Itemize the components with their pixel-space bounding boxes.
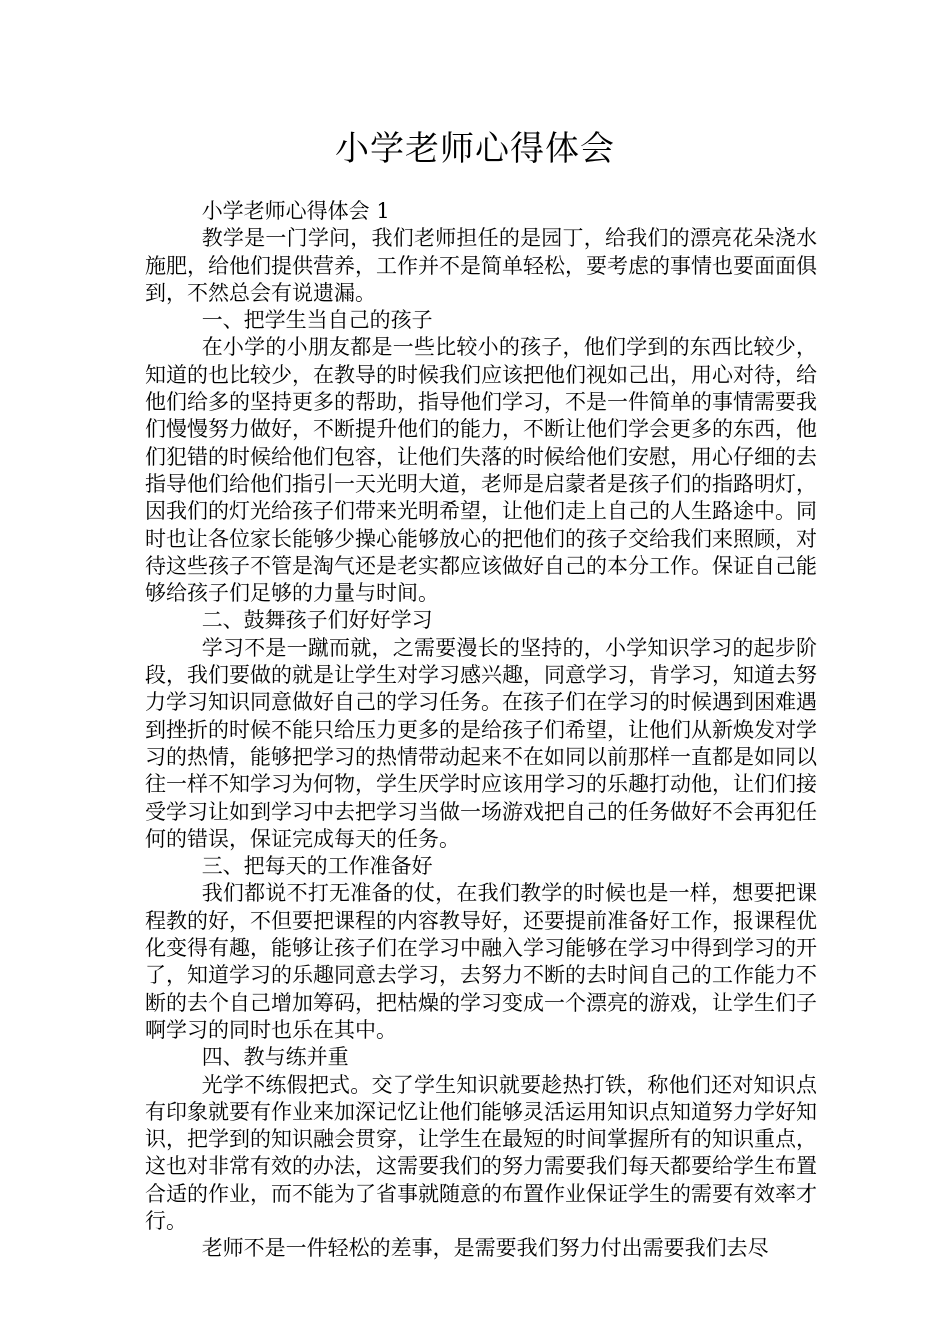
- section-heading: 四、教与练并重: [201, 1045, 349, 1070]
- section-heading: 二、鼓舞孩子们好好学习: [201, 608, 433, 633]
- body-paragraph: 教学是一门学问，我们老师担任的是园丁，给我们的漂亮花朵浇水施肥，给他们提供营养，工作并不是简单轻松，要考虑的事情也要面面俱到，不然总会有说遗漏。: [145, 226, 817, 305]
- body-paragraph: 我们都说不打无准备的仗，在我们教学的时候也是一样，想要把课程教的好，不但要把课程的内容教导好，还要提前准备好工作，报课程优化变得有趣，能够让孩子们在学习中融入学习能够在学习中得到学习的开了，知道学习的乐趣同意去学习，去努力不断的去时间自己的工作能力不断的去个自己增加筹码，把枯燥的学习变成一个漂亮的游戏，让学生们子啊学习的同时也乐在其中。: [145, 881, 817, 1042]
- document-title: 小学老师心得体会: [335, 129, 615, 169]
- section-heading: 三、把每天的工作准备好: [201, 854, 433, 879]
- section-heading: 小学老师心得体会 1: [201, 199, 390, 223]
- body-paragraph: 光学不练假把式。交了学生知识就要趁热打铁，称他们还对知识点有印象就要有作业来加深记忆让他们能够灵活运用知识点知道努力学好知识，把学到的知识融会贯穿，让学生在最短的时间掌握所有的知识重点，这也对非常有效的办法，这需要我们的努力需要我们每天都要给学生布置合适的作业，而不能为了省事就随意的布置作业保证学生的需要有效率才行。: [145, 1072, 817, 1233]
- body-paragraph: 老师不是一件轻松的差事，是需要我们努力付出需要我们去尽: [201, 1236, 769, 1261]
- document-body: [145, 198, 817, 1263]
- body-paragraph: 在小学的小朋友都是一些比较小的孩子，他们学到的东西比较少，知道的也比较少，在教导的时候我们应该把他们视如己出，用心对待，给他们给多的坚持更多的帮助，指导他们学习，不是一件简单的事情需要我们慢慢努力做好，不断提升他们的能力，不断让他们学会更多的东西，他们犯错的时候给他们包容，让他们失落的时候给他们安慰，用心仔细的去指导他们给他们指引一天光明大道，老师是启蒙者是孩子们的指路明灯，因我们的灯光给孩子们带来光明希望，让他们走上自己的人生路途中。同时也让各位家长能够少操心能够放心的把他们的孩子交给我们来照顾，对待这些孩子不管是淘气还是老实都应该做好自己的本分工作。保证自己能够给孩子们足够的力量与时间。: [145, 335, 817, 606]
- body-paragraph: 学习不是一蹴而就，之需要漫长的坚持的，小学知识学习的起步阶段，我们要做的就是让学生对学习感兴趣，同意学习，肯学习，知道去努力学习知识同意做好自己的学习任务。在孩子们在学习的时候遇到困难遇到挫折的时候不能只给压力更多的是给孩子们希望，让他们从新焕发对学习的热情，能够把学习的热情带动起来不在如同以前那样一直都是如同以往一样不知学习为何物，学生厌学时应该用学习的乐趣打动他，让们们接受学习让如到学习中去把学习当做一场游戏把自己的任务做好不会再犯任何的错误，保证完成每天的任务。: [145, 635, 817, 851]
- section-heading: 一、把学生当自己的孩子: [201, 308, 433, 333]
